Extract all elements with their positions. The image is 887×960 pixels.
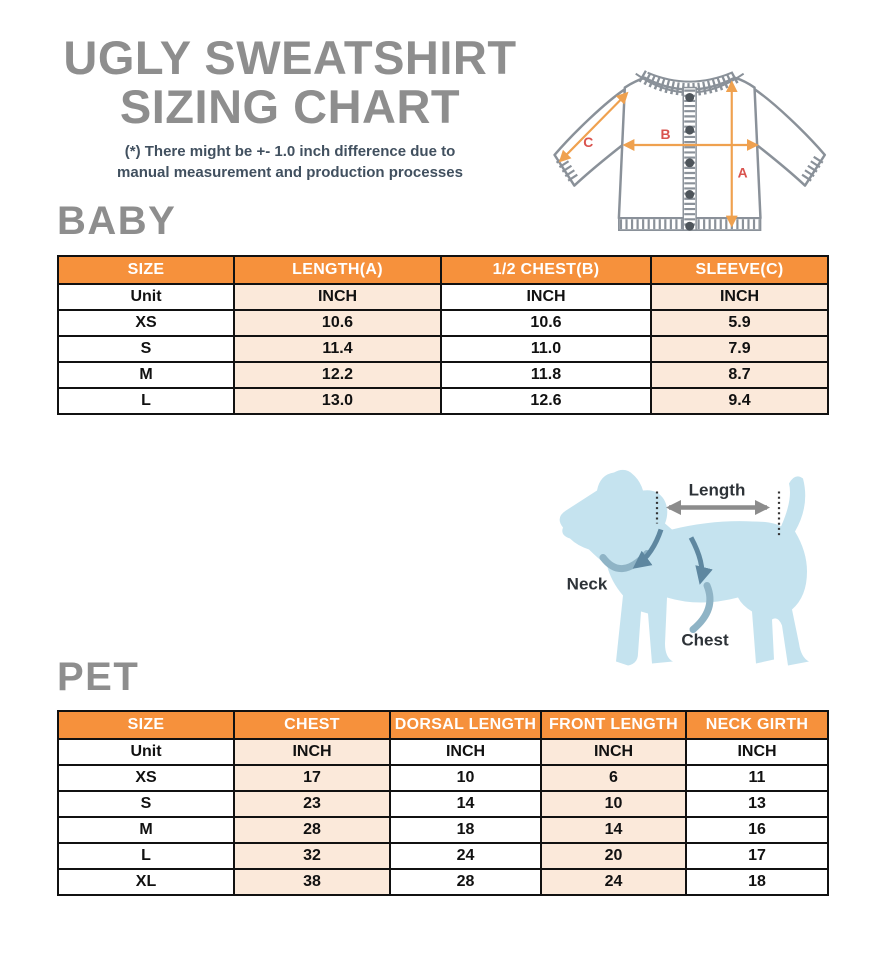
pet-row-xs (58, 765, 828, 791)
baby-m-chest: 11.8 (441, 362, 651, 388)
baby-unit-length: INCH (234, 284, 441, 310)
pet-col-header-chest: CHEST (234, 711, 390, 739)
label-b: B (660, 126, 671, 143)
pet-l-chest: 32 (234, 843, 390, 869)
page-header (40, 31, 540, 183)
pet-l-neck: 17 (686, 843, 828, 869)
pet-l-size: L (58, 843, 234, 869)
baby-l-size: L (58, 388, 234, 414)
pet-header-row (58, 711, 828, 739)
dog-measurement-diagram (545, 464, 885, 682)
label-a: A (737, 164, 748, 181)
baby-col-header-sleeve: SLEEVE(C) (651, 256, 828, 284)
baby-s-size: S (58, 336, 234, 362)
pet-l-front: 20 (541, 843, 686, 869)
baby-m-sleeve: 8.7 (651, 362, 828, 388)
pet-unit-dorsal: INCH (390, 739, 541, 765)
baby-s-chest: 11.0 (441, 336, 651, 362)
pet-col-header-size: SIZE (58, 711, 234, 739)
pet-unit-neck: INCH (686, 739, 828, 765)
pet-m-front: 14 (541, 817, 686, 843)
baby-l-sleeve: 9.4 (651, 388, 828, 414)
pet-s-chest: 23 (234, 791, 390, 817)
baby-xs-sleeve: 5.9 (651, 310, 828, 336)
pet-xs-front: 6 (541, 765, 686, 791)
pet-row-l (58, 843, 828, 869)
label-c: C (583, 133, 594, 150)
pet-unit-label: Unit (58, 739, 234, 765)
page-title-line-2: SIZING CHART (119, 79, 461, 133)
baby-size-table (57, 255, 829, 415)
pet-m-neck: 16 (686, 817, 828, 843)
baby-row-xs (58, 310, 828, 336)
baby-m-size: M (58, 362, 234, 388)
baby-l-chest: 12.6 (441, 388, 651, 414)
pet-xl-chest: 38 (234, 869, 390, 895)
baby-s-length: 11.4 (234, 336, 441, 362)
baby-xs-size: XS (58, 310, 234, 336)
sweatshirt-measurement-diagram (533, 44, 881, 242)
pet-size-table (57, 710, 829, 896)
pet-s-front: 10 (541, 791, 686, 817)
pet-m-chest: 28 (234, 817, 390, 843)
baby-unit-label: Unit (58, 284, 234, 310)
pet-xs-dorsal: 10 (390, 765, 541, 791)
page-title-line-1: UGLY SWEATSHIRT (63, 31, 517, 84)
measurement-disclaimer (40, 141, 540, 183)
pet-row-xl (58, 869, 828, 895)
pet-row-m (58, 817, 828, 843)
baby-header-row (58, 256, 828, 284)
pet-m-dorsal: 18 (390, 817, 541, 843)
pet-xs-neck: 11 (686, 765, 828, 791)
length-label: Length (688, 480, 746, 500)
pet-unit-front: INCH (541, 739, 686, 765)
baby-s-sleeve: 7.9 (651, 336, 828, 362)
pet-m-size: M (58, 817, 234, 843)
baby-section-heading: BABY (57, 199, 177, 243)
pet-row-s (58, 791, 828, 817)
baby-col-header-chest: 1/2 CHEST(B) (441, 256, 651, 284)
pet-xl-front: 24 (541, 869, 686, 895)
neck-label: Neck (566, 574, 608, 594)
baby-unit-chest: INCH (441, 284, 651, 310)
baby-unit-sleeve: INCH (651, 284, 828, 310)
pet-s-neck: 13 (686, 791, 828, 817)
pet-col-header-neck-girth: NECK GIRTH (686, 711, 828, 739)
baby-col-header-length: LENGTH(A) (234, 256, 441, 284)
baby-xs-chest: 10.6 (441, 310, 651, 336)
baby-unit-row (58, 284, 828, 310)
chest-label: Chest (681, 630, 729, 650)
pet-l-dorsal: 24 (390, 843, 541, 869)
pet-xl-dorsal: 28 (390, 869, 541, 895)
baby-l-length: 13.0 (234, 388, 441, 414)
disclaimer-line-2: manual measurement and production processes (117, 163, 463, 181)
baby-row-s (58, 336, 828, 362)
pet-s-dorsal: 14 (390, 791, 541, 817)
pet-section-heading: PET (57, 655, 140, 699)
pet-col-header-dorsal: DORSAL LENGTH (390, 711, 541, 739)
disclaimer-line-1: (*) There might be +- 1.0 inch difference due to (124, 142, 456, 160)
baby-col-header-size: SIZE (58, 256, 234, 284)
pet-unit-chest: INCH (234, 739, 390, 765)
pet-xs-size: XS (58, 765, 234, 791)
pet-unit-row (58, 739, 828, 765)
baby-m-length: 12.2 (234, 362, 441, 388)
baby-row-m (58, 362, 828, 388)
baby-row-l (58, 388, 828, 414)
baby-xs-length: 10.6 (234, 310, 441, 336)
pet-col-header-front-length: FRONT LENGTH (541, 711, 686, 739)
pet-xl-size: XL (58, 869, 234, 895)
pet-s-size: S (58, 791, 234, 817)
pet-xs-chest: 17 (234, 765, 390, 791)
pet-xl-neck: 18 (686, 869, 828, 895)
